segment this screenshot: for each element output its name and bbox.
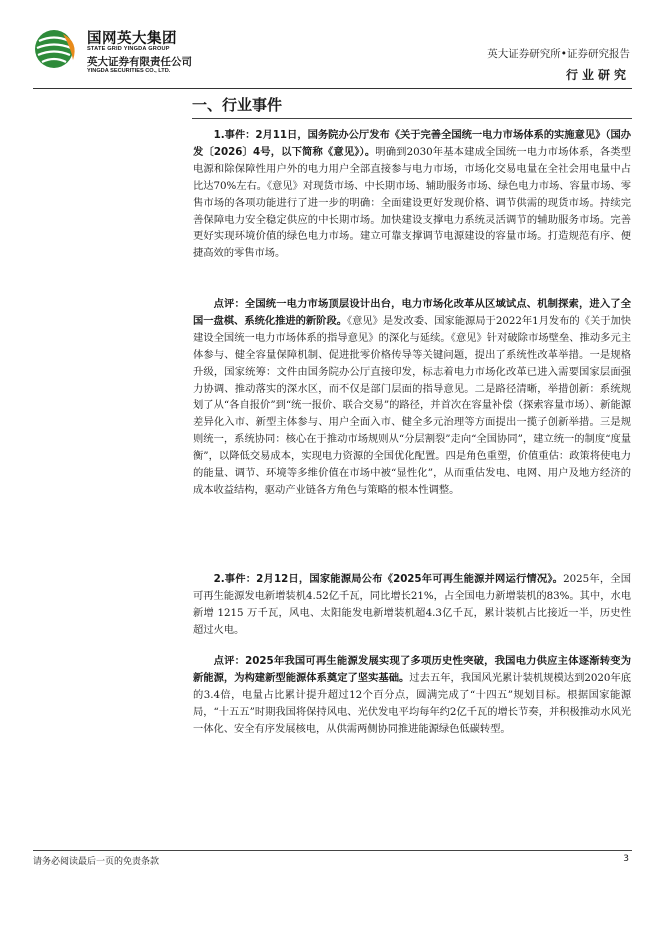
event-1-text: 明确到2030年基本建成全国统一电力市场体系，各类型电源和除保障性用户外的电力用户全部直接参与电力市场，市场化交易电量在全社会用电量中占比达70%左右。《意见》对现货市场、中长期市场、辅助服务市场、绿色电力市场、容量市场、零售市场的各项功能进行了进一步的明确：全面建设更好发现价格、调节供需的现货市场。持续完善保障电力安全稳定供应的中长期市场。加快建设支撑电力系统灵活调节的辅助服务市场。完善更好实现环境价值的绿色电力市场。建立可靠支撑调节电源建设的容量市场。打造规范有序、便捷高效的零售市场。 — [193, 145, 631, 260]
event-2-headline: 2.事件：2月12日，国家能源局公布《2025年可再生能源并网运行情况》。 — [213, 573, 564, 585]
state-grid-logo-icon — [33, 26, 79, 72]
logo-company-name: 英大证券有限责任公司 — [87, 56, 192, 68]
comment-1-text: 《意见》是发改委、国家能源局于2022年1月发布的《关于加快建设全国统一电力市场体系的指导意见》的深化与延续。《意见》针对破除市场壁垒、推动多元主体参与、健全容量保障机制、促进批零价格传导等关键问题，提出了系统性改革举措。一是规格升级，国家统筹：文件由国务院办公厅直接印发，标志着电力市场化改革已进入需要国家层面强力协调、推动落实的深水区，而不仅是部门层面的指导意见。二是路径清晰，举措创新：系统规划了从“各自报价”到“统一报价、联合交易”的路径，并首次在容量补偿（探索容量市场）、新能源差异化入市、新型主体参与、用户全面入市、健全多元治理等方面提出一揽子创新举措。三是规则统一，系统协同：核心在于推动市场规则从“分层割裂”走向“全国协同”，建立统一的制度“度量衡”，以降低交易成本，实现电力资源的全国优化配置。四是角色重塑，价值重估：政策将使电力的能量、调节、环境等多维价值在市场中被“显性化”，从而重估发电、电网、用户及地方经济的成本收益结构，驱动产业链各方角色与策略的根本性调整。 — [193, 314, 631, 496]
comment-2-headline: 点评：2025年我国可再生能源发展实现了多项历史性突破，我国电力供应主体逐渐转变为新能源，为构建新型能源体系奠定了坚实基础。 — [193, 655, 631, 684]
logo-group-name: 国网英大集团 — [87, 31, 177, 47]
header-divider — [33, 88, 632, 89]
company-logo — [33, 26, 233, 78]
logo-group-name-en: STATE GRID YINGDA GROUP — [87, 46, 170, 52]
section-title: 一、行业事件 — [192, 96, 283, 114]
event-1-headline: 1.事件：2月11日，国务院办公厅发布《关于完善全国统一电力市场体系的实施意见》（国办发〔2026〕4号，以下简称《意见》）。 — [193, 129, 631, 158]
institute-label: 英大证券研究所•证券研究报告 — [487, 48, 630, 60]
paragraph-event-2 — [193, 571, 631, 639]
event-2-text: 2025年，全国可再生能源发电新增装机4.52亿千瓦，同比增长21%，占全国电力新增装机的83%。其中，水电新增 1215 万千瓦，风电、太阳能发电新增装机超4.3亿千瓦，累计装机占比接近一半，历史性超过火电。 — [193, 573, 631, 636]
paragraph-comment-2 — [193, 653, 631, 738]
paragraph-comment-1 — [193, 296, 631, 499]
comment-2-text: 过去五年，我国风光累计装机规模达到2020年底的3.4倍，电量占比累计提升超过12个百分点，圆满完成了“十四五”规划目标。根据国家能源局，“十五五”时期我国将保持风电、光伏发电平均每年约2亿千瓦的增长节奏，并积极推动水风光一体化、安全有序发展核电，从供需两侧协同推进能源绿色低碳转型。 — [193, 671, 631, 735]
comment-1-headline: 点评：全国统一电力市场顶层设计出台，电力市场化改革从区域试点、机制探索，进入了全国一盘棋、系统化推进的新阶段。 — [193, 298, 631, 327]
report-type-label: 行业研究 — [565, 68, 630, 82]
section-divider — [192, 118, 632, 119]
page-number: 3 — [623, 854, 629, 864]
paragraph-event-1 — [193, 127, 631, 262]
footer-divider — [33, 850, 632, 851]
logo-company-name-en: YINGDA SECURITIES CO., LTD. — [87, 68, 171, 74]
footer-disclaimer: 请务必阅读最后一页的免责条款 — [33, 857, 160, 867]
